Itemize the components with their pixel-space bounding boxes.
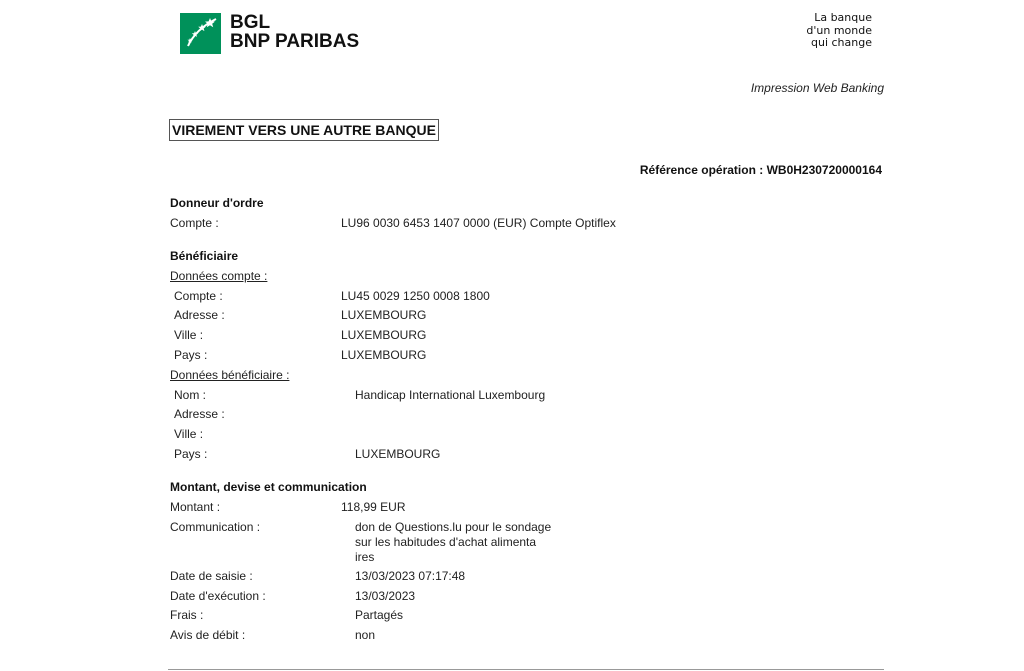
- benef-pays2-label: Pays :: [174, 447, 208, 461]
- benef-ville-label: Ville :: [174, 328, 204, 342]
- tagline-line-2: d'un monde: [806, 23, 872, 37]
- benef-nom-value: Handicap International Luxembourg: [355, 388, 546, 402]
- communication-line-1: don de Questions.lu pour le sondage: [355, 520, 552, 534]
- print-label: Impression Web Banking: [750, 81, 884, 95]
- benef-adresse-value: LUXEMBOURG: [341, 308, 427, 322]
- benef-adresse2-label: Adresse :: [174, 407, 225, 421]
- benef-compte-value: LU45 0029 1250 0008 1800: [341, 289, 490, 303]
- date-saisie-value: 13/03/2023 07:17:48: [355, 569, 466, 583]
- date-saisie-label: Date de saisie :: [170, 569, 253, 583]
- benef-nom-label: Nom :: [174, 388, 207, 402]
- bank-name: [230, 13, 359, 51]
- tagline: [806, 12, 872, 50]
- communication-line-3: ires: [355, 550, 375, 564]
- donnees-compte-title: Données compte :: [170, 269, 268, 283]
- communication-value: [355, 520, 551, 565]
- section-donneur-title: Donneur d'ordre: [170, 196, 264, 210]
- donnees-beneficiaire-title: Données bénéficiaire :: [170, 368, 290, 382]
- bank-logo: [180, 13, 362, 55]
- communication-line-2: sur les habitudes d'achat alimenta: [355, 535, 537, 549]
- montant-value: 118,99 EUR: [341, 500, 406, 514]
- section-montant-title: Montant, devise et communication: [170, 480, 367, 494]
- logo-line-1: BGL: [230, 12, 271, 33]
- date-execution-label: Date d'exécution :: [170, 589, 266, 603]
- avis-debit-value: non: [355, 628, 376, 642]
- stars-logo-icon: [180, 13, 221, 54]
- benef-ville-value: LUXEMBOURG: [341, 328, 427, 342]
- avis-debit-label: Avis de débit :: [170, 628, 246, 642]
- communication-label: Communication :: [170, 520, 261, 534]
- operation-reference: Référence opération : WB0H230720000164: [639, 163, 882, 177]
- date-execution-value: 13/03/2023: [355, 589, 416, 603]
- benef-adresse-label: Adresse :: [174, 308, 225, 322]
- tagline-line-3: qui change: [811, 36, 872, 49]
- donneur-compte-label: Compte :: [170, 216, 219, 230]
- benef-pays-label: Pays :: [174, 348, 208, 362]
- benef-pays2-value: LUXEMBOURG: [355, 447, 441, 461]
- logo-line-2: BNP PARIBAS: [230, 31, 360, 52]
- benef-pays-value: LUXEMBOURG: [341, 348, 427, 362]
- section-beneficiaire-title: Bénéficiaire: [170, 249, 239, 263]
- benef-ville2-label: Ville :: [174, 427, 204, 441]
- document-title: VIREMENT VERS UNE AUTRE BANQUE: [169, 119, 439, 141]
- benef-compte-label: Compte :: [174, 289, 223, 303]
- donneur-compte-value: LU96 0030 6453 1407 0000 (EUR) Compte Optiflex: [341, 216, 616, 230]
- frais-value: Partagés: [355, 608, 404, 622]
- bottom-divider: [168, 669, 884, 670]
- montant-label: Montant :: [170, 500, 221, 514]
- frais-label: Frais :: [170, 608, 204, 622]
- tagline-line-1: La banque: [814, 11, 872, 24]
